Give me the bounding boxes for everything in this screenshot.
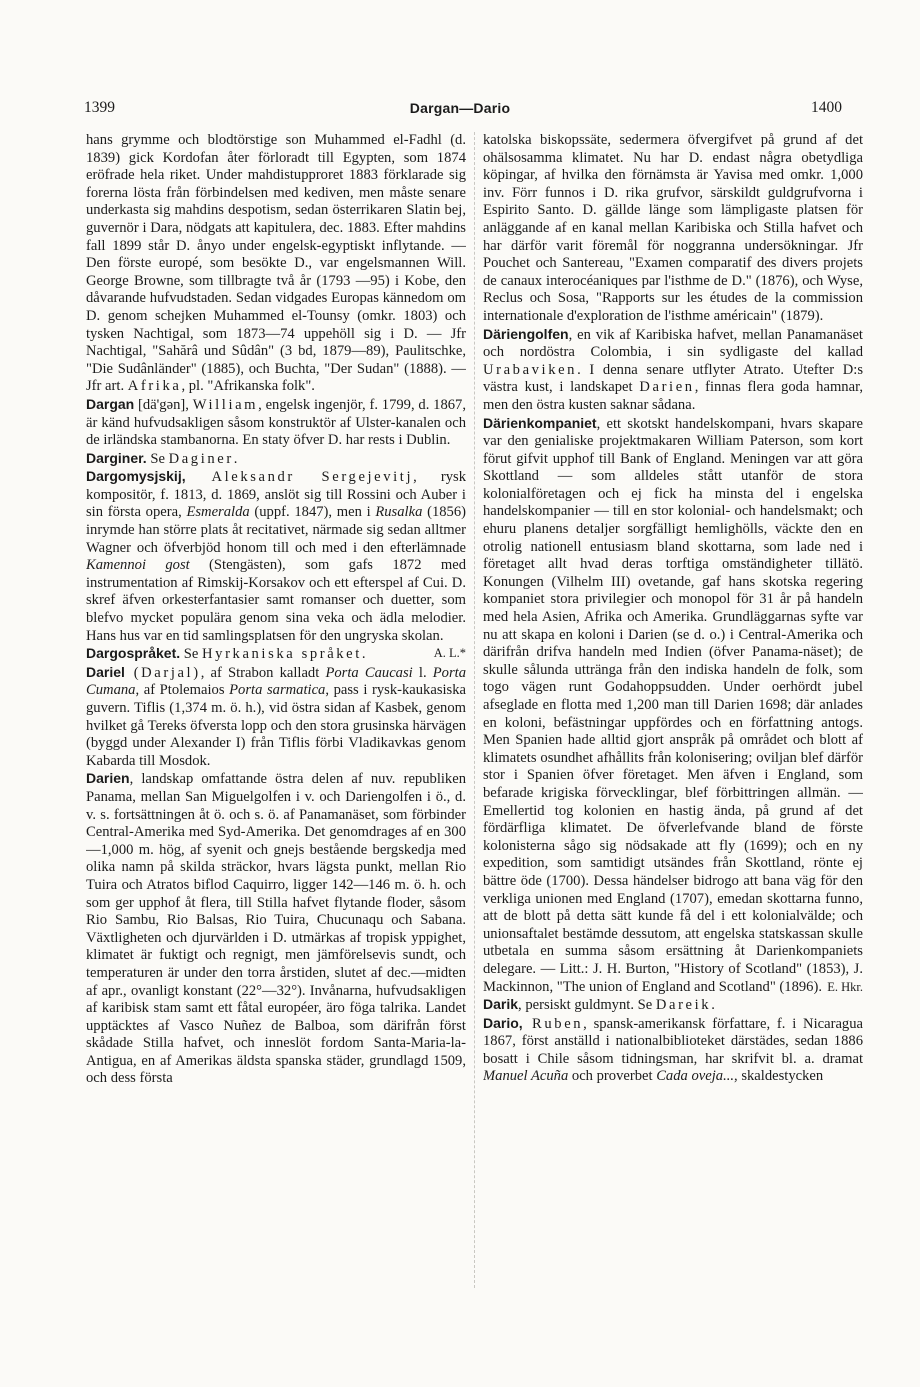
headword: Därienkompaniet (483, 414, 597, 431)
entry-dargomysjskij: Dargomysjskij, Aleksandr Sergejevitj, rysk kompositör, f. 1813, d. 1869, anslöt sig till Rossini och Auber i sin första opera, Esmeralda (uppf. 1847), men i Rusalka (1856) inrymde han större plats åt recitativet, närmade sig sedan alltmer Wagner och öfverbjöd honom till och med i den efterlämnade Kamennoi gost (Stengästen), som gafs 1872 med instrumentation af Rimskij-Korsakov och ett efterspel af Cui. D. skref äfven orkesterfantasier samt romanser och duetter, som blefvo mycket populära genom sina veka och ädla melodier. Hans hus var en tid samlingsplatsen för den ungryska skolan. A. L.* (86, 468, 466, 645)
headword: Darik (483, 996, 519, 1013)
headword: Däriengolfen (483, 325, 569, 342)
cross-reference[interactable]: Afrika (127, 378, 182, 395)
headword: Dargan (86, 395, 135, 412)
left-column (86, 132, 466, 1292)
headword: Dargomysjskij, (86, 468, 186, 485)
headword: Darginer. (86, 449, 147, 466)
entry-darien: Darien, landskap omfattande östra delen af nuv. republiken Panama, mellan San Miguelgolfen i v. och Dariengolfen i ö., d. v. s. fortsättningen åt ö. och s. ö. af Panamanäset, som förbinder Central-Amerika med Syd-Amerika. Det genomdrages af en 300—1,000 m. hög, af syenit och gnejs bestående bergskedja med olika namn på skilda sträckor, hvars lägsta punkt, mellan Rio Tuira och Atratos biflod Caquirro, ligger 142—146 m. ö. h. och som ger upphof åt flera, till Stilla hafvet flytande floder, såsom Rio Sambu, Rio Balsas, Rio Tuira, Chucunaqu och Sabana. Växtligheten och djurvärlden i D. utmärkas af tropisk yppighet, klimatet är fuktigt och regnigt, men jämförelsevis sundt, och temperaturen är under den torra årstiden, slutet af dec.—midten af apr., ovanligt konstant (22°—32°). Invånarna, hufvudsakligen af karibisk stam samt ett fåtal européer, äro föga talrika. Landet upptäcktes af Vasco Nuñez de Balboa, som därifrån först skådade Stilla hafvet, och inneslöt fordom Santa-Maria-la-Antigua, en af Amerikas äldsta spanska städer, grundlagd 1509, och dess första (86, 770, 466, 1087)
running-title: Dargan—Dario (409, 100, 511, 116)
entry-dariengolfen: Däriengolfen, en vik af Karibiska hafvet, mellan Panamanäset och nordöstra Colombia, i sin sydligaste del kallad Urabaviken. I denna senare utflyter Atrato. Utefter D:s västra kust, i landskapet Darien, finnas flera goda hamnar, men den östra kusten saknar sådana. (483, 325, 863, 413)
author-signature: E. Hkr. (827, 979, 863, 994)
entry-dario: Dario, Ruben, spansk-amerikansk författare, f. i Nicaragua 1867, först anställd i nationalbiblioteket därstädes, sedan 1886 bosatt i Chile såsom tidningsman, har skrifvit bl. a. dramat Manuel Acuña och proverbet Cada oveja..., skaldestycken (483, 1014, 863, 1085)
headword: Dariel (86, 663, 125, 680)
entry-dargan: Dargan [dä'gən], William, engelsk ingenjör, f. 1799, d. 1867, är känd hufvudsakligen såsom konstruktör af Ulster-kanalen och de irländska stambanorna. En staty öfver D. har rests i Dublin. (86, 395, 466, 449)
cross-reference[interactable]: Darien (639, 379, 695, 396)
entry-darik: Darik, persiskt guldmynt. Se Dareik. (483, 996, 715, 1014)
headword: Darien (86, 770, 130, 787)
entry-darienkompaniet: Därienkompaniet, ett skotskt handelskompani, hvars skapare var den genialiske projektmakaren William Paterson, som kort förut gifvit upphof till Bank of England. Meningen var att göra Skottland — som alldeles stått utanför de stora kolonialföretagen och ej fick ha minsta del i engelska handelskompanier — till en stor kolonial- och handelsmakt; och ehuru planens detaljer sorgfälligt hemlighölls, väckte den en otrolig nationell entusiasm bland skottarna, som lade ned i företaget allt hvad deras torftiga omständigheter tillätö. Konungen (Vilhelm III) ovetande, gaf hans skotska regering kompaniet stora privilegier och monopol för 31 år på handeln med hela Asien, Afrika och Amerika. Grundläggarnas syfte var nu att skapa en koloni i Darien (se d. o.) i Central-Amerika och därifrån drifva handeln med Indien (öfver Panama-näset); de skulle sålunda uttränga från den indiska handeln de folk, som togo vägen runt Godahoppsudden. Under oerhördt jubel afseglade en flotta med 1,200 man till Darien 1698; där anlades en koloni, befästningar uppfördes och en författning antogs. Men Spanien hade alltid gjort anspråk på området och blott af klimatets osundhet afhållits från kolonisering; oviljan blef därför stor i Spanien öfver företaget. Men äfven i England, som befarade krigiska förvecklingar, blef förbittringen allmän. — Emellertid tog kolonien en hastig ända, på grund af det fördärfliga klimatet. De öfverlefvande bland de förste kolonisterna sågo sig nödsakade att fly (1699); och en ny expedition, som samtidigt utsändes från Skottland, rönte ej bättre öde (1700). Dessa händelser bidrogo att bana väg för den verkliga unionen med England (1707), emedan skottarna funno, att de blott på detta sätt kunde få del i ett kolonialvälde; och unionsaftalet bestämde dessutom, att engelska statskassan skulle utbetala en summa såsom ersättning åt Darienkompaniets delegare. — Litt.: J. H. Burton, "History of Scotland" (1853), J. Mackinnon, "The union of England and Scotland" (1896). E. Hkr. (483, 414, 863, 995)
entry-darginer: Darginer. Se Daginer. (86, 449, 238, 467)
cross-reference[interactable]: Hyrkaniska språket (202, 646, 362, 663)
headword: Dargospråket. (86, 645, 181, 662)
entry-dariel: Dariel (Darjal), af Strabon kalladt Porta Caucasi l. Porta Cumana, af Ptolemaios Porta sarmatica, pass i rysk-kaukasiska guvern. Tiflis (1,374 m. ö. h.), vid östra sidan af Kasbek, genom hvilket gå Tereks öfversta lopp och den stora grusinska härvägen (byggd under Alexander I) från Tiflis förbi Vladikavkas genom Kabarda till Mosdok. (86, 663, 466, 769)
right-column (483, 132, 863, 1292)
entry-darien-continuation: katolska biskopssäte, sedermera öfvergifvet på grund af det ohälsosamma klimatet. Nu har D. endast några obetydliga köpingar, af hvilka den förnämsta är Yavisa med omkr. 1,000 inv. Förr funnos i D. rika grufvor, särskildt guldgrufvorna i Espirito Santo. D. gällde länge som lämpligaste platsen för anläggande af en kanal mellan Karibiska och Stilla hafvet och har därför varit föremål för noggranna undersökningar. Jfr Pouchet och Santereau, "Examen comparatif des divers projets de canaux interocéaniques par l'isthme de D." (1876), och Wyse, Reclus och Sosa, "Rapports sur les études de la commission internationale d'exploration de l'isthme américain" (1879). (483, 132, 863, 324)
cross-reference[interactable]: Daginer (168, 450, 234, 467)
entry-darfur-continuation: hans grymme och blodtörstige son Muhammed el-Fadhl (d. 1839) gick Kordofan åter förloradt till Egypten, som 1874 eröfrade hela riket. Under mahdistupproret 1883 förklarade sig forerna lösta från förbindelsen med kediven, men måste senare underkasta sig mahdins despotism, sedan österrikaren Slatin bej, guvernör i Dara, nödgats att kapitulera, dec. 1883. Efter mahdins fall 1899 står D. ånyo under engelsk-egyptiskt inflytande. — Den förste europé, som besökte D., var engelsmannen Will. George Browne, som tillbragte två år (1793 —95) i Kobe, den dåvarande hufvudstaden. Sedan vidgades Europas kännedom om D. genom schejken Muhammed el-Tounsy (omkr. 1803) och tysken Nachtigal, som 1873—74 uppehöll sig i D. — Jfr Nachtigal, "Sahărâ und Sûdân" (3 bd, 1879—89), Paulitschke, "Die Sudânländer" (1885), och Buchta, "Der Sudan" (1888). — Jfr art. Afrika, pl. "Afrikanska folk". (86, 132, 466, 395)
cross-reference[interactable]: Dareik (655, 997, 712, 1014)
left-page-number: 1399 (84, 99, 115, 116)
headword: Dario, (483, 1014, 523, 1031)
column-divider (474, 132, 475, 1288)
author-signature: A. L.* (433, 646, 466, 661)
right-page-number: 1400 (811, 99, 842, 116)
entry-dargospraket: Dargospråket. Se Hyrkaniska språket. (86, 645, 366, 663)
cross-reference[interactable]: Urabaviken (483, 361, 578, 378)
